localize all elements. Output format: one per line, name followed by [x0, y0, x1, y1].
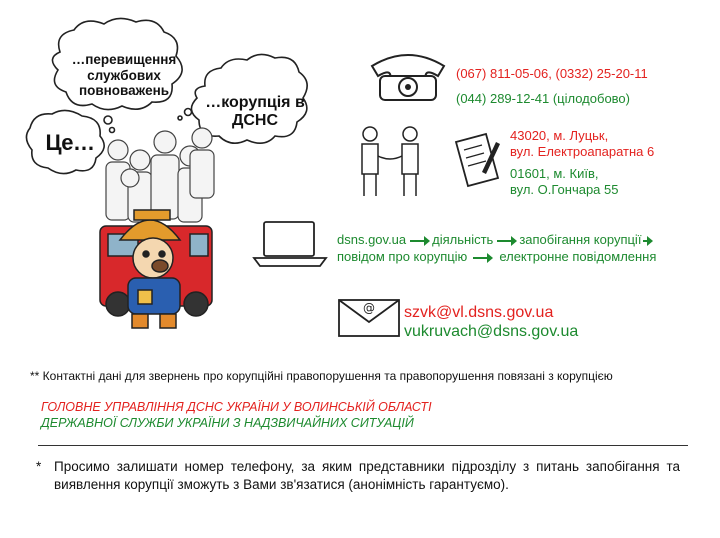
- address-kyiv-line1: 01601, м. Київ,: [510, 166, 599, 181]
- arrow-right-icon: [497, 240, 515, 242]
- arrow-right-icon: [473, 257, 491, 259]
- path-e-message: електронне повідомлення: [499, 249, 657, 264]
- address-kyiv-line2: вул. О.Гончара 55: [510, 181, 619, 197]
- address-lutsk: [510, 128, 654, 159]
- website-link[interactable]: dsns.gov.ua: [337, 232, 407, 247]
- email-envelope-icon: [337, 290, 401, 338]
- telephone-icon: [366, 46, 450, 104]
- bubble-text-abuse: …перевищення службових повноважень: [71, 52, 177, 99]
- document-pen-icon: [448, 130, 504, 190]
- email-address-2[interactable]: vukruvach@dsns.gov.ua: [404, 323, 579, 340]
- address-kyiv: [510, 166, 618, 197]
- contact-note: ** Контактні дані для звернень про корупційні правопорушення та правопорушення повязані з корупцією: [30, 369, 613, 383]
- request-text: Просимо залишати номер телефону, за яким представники підрозділу з питань запобігання та виявлення корупції зможуть з Вами зв'язатися (анонімність гарантуємо).: [54, 459, 680, 493]
- website-path-row1: [337, 232, 655, 247]
- bubble-text-this: Це…: [45, 130, 95, 155]
- address-lutsk-line1: 43020, м. Луцьк,: [510, 128, 609, 143]
- svg-text:@: @: [363, 301, 375, 315]
- arrow-right-icon: [643, 240, 651, 242]
- path-prevention: запобігання корупції: [519, 232, 642, 247]
- handshake-icon: [356, 122, 426, 198]
- laptop-icon: [252, 218, 328, 268]
- request-paragraph: [36, 458, 680, 494]
- divider: [38, 445, 688, 446]
- phone-numbers-line2: (044) 289-12-41 (цілодобово): [456, 91, 630, 106]
- people-sketch: [106, 128, 214, 222]
- bubble-text-corruption: …корупція в ДСНС: [205, 94, 305, 130]
- path-report: повідом про корупцію: [337, 249, 468, 264]
- organization-line2: ДЕРЖАВНОЇ СЛУЖБИ УКРАЇНИ З НАДЗВИЧАЙНИХ СИТУАЦІЙ: [41, 416, 414, 430]
- request-asterisk: *: [36, 459, 42, 474]
- phone-numbers-line1: (067) 811-05-06, (0332) 25-20-11: [456, 66, 648, 81]
- arrow-right-icon: [410, 240, 428, 242]
- organization-line1: ГОЛОВНЕ УПРАВЛІННЯ ДСНС УКРАЇНИ У ВОЛИНСЬКІЙ ОБЛАСТІ: [41, 400, 432, 414]
- website-path-row2: [337, 249, 656, 264]
- email-address-1[interactable]: szvk@vl.dsns.gov.ua: [404, 304, 554, 321]
- path-activity: діяльність: [432, 232, 494, 247]
- address-lutsk-line2: вул. Електроапаратна 6: [510, 143, 655, 159]
